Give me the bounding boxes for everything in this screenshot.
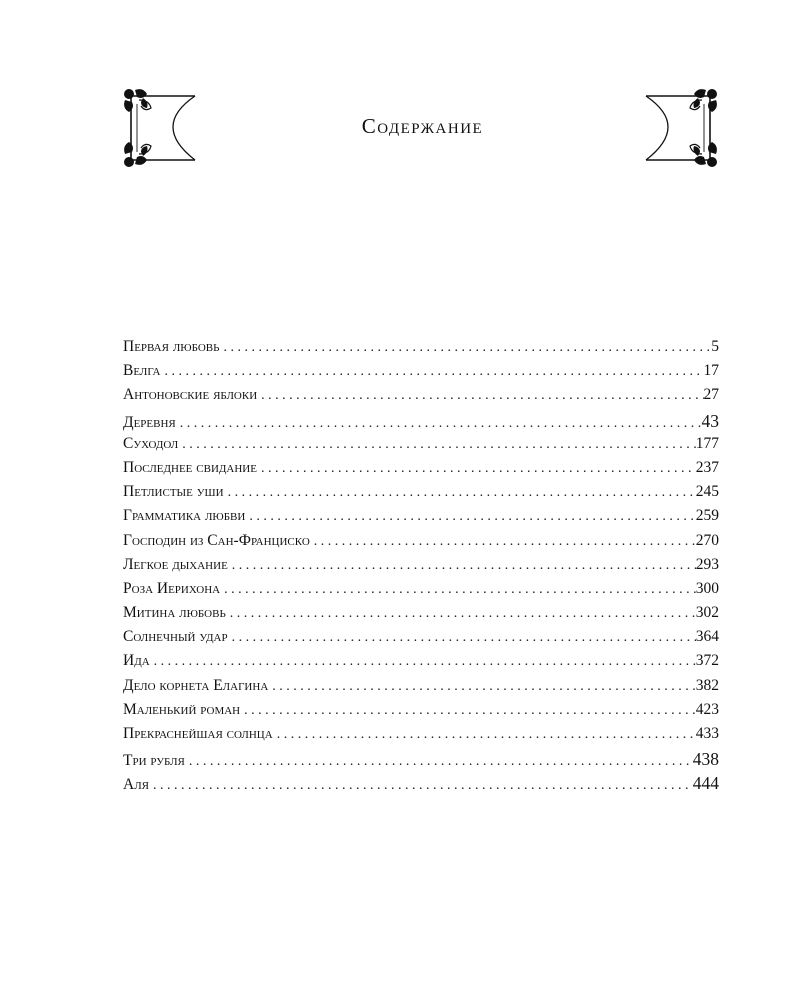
toc-leader-dots [154, 654, 696, 670]
toc-entry[interactable] [123, 677, 719, 701]
toc-entry-page: 43 [701, 410, 719, 431]
toc-entry[interactable] [123, 773, 719, 797]
toc-leader-dots [230, 606, 696, 622]
toc-entry-page: 245 [695, 483, 719, 501]
toc-leader-dots [223, 340, 711, 356]
toc-entry[interactable] [123, 507, 719, 531]
toc-entry-title: Грамматика любви [123, 507, 246, 525]
toc-entry-page: 293 [695, 555, 719, 573]
toc-entry-title: Аля [123, 776, 149, 794]
toc-leader-dots [277, 727, 696, 743]
toc-entry[interactable] [123, 362, 719, 386]
toc-entry[interactable] [123, 435, 719, 459]
toc-entry-page: 5 [711, 338, 719, 355]
toc-entry-page: 302 [695, 604, 719, 622]
toc-entry-page: 444 [692, 773, 719, 794]
toc-entry-page: 438 [692, 749, 719, 770]
toc-entry-page: 433 [695, 725, 719, 742]
toc-entry-page: 382 [695, 676, 719, 694]
toc-entry[interactable] [123, 386, 719, 410]
toc-entry-page: 423 [695, 700, 719, 718]
toc-leader-dots [261, 388, 703, 404]
toc-entry[interactable] [123, 411, 719, 435]
toc-leader-dots [182, 437, 695, 453]
toc-entry-title: Антоновские яблоки [123, 386, 258, 404]
toc-entry-title: Последнее свидание [123, 458, 257, 476]
toc-entry-title: Легкое дыхание [123, 555, 228, 573]
toc-leader-dots [232, 558, 696, 574]
toc-leader-dots [180, 416, 702, 432]
toc-leader-dots [249, 509, 695, 525]
toc-entry-title: Три рубля [123, 752, 185, 770]
toc-entry-title: Деревня [123, 413, 176, 431]
toc-entry-title: Прекраснейшая солнца [123, 725, 273, 742]
page-title: Содержание [361, 114, 484, 138]
toc-entry-page: 372 [695, 652, 719, 670]
toc-entry[interactable] [123, 580, 719, 604]
toc-entry[interactable] [123, 459, 719, 483]
toc-entry-title: Солнечный удар [123, 628, 228, 646]
toc-entry[interactable] [123, 725, 719, 749]
toc-entry-title: Ида [123, 652, 150, 670]
table-of-contents [123, 338, 719, 798]
toc-entry-title: Велга [123, 362, 161, 380]
toc-leader-dots [224, 582, 696, 598]
toc-entry[interactable] [123, 701, 719, 725]
toc-entry-title: Первая любовь [123, 338, 220, 355]
toc-entry-title: Господин из Сан-Франциско [123, 531, 310, 549]
toc-entry[interactable] [123, 338, 719, 362]
toc-entry-title: Маленький роман [123, 700, 241, 718]
toc-entry[interactable] [123, 749, 719, 773]
toc-entry[interactable] [123, 652, 719, 676]
toc-entry[interactable] [123, 556, 719, 580]
toc-entry-title: Роза Иерихона [123, 579, 221, 597]
toc-entry[interactable] [123, 628, 719, 652]
toc-leader-dots [272, 679, 695, 695]
toc-entry-title: Петлистые уши [123, 483, 224, 501]
toc-leader-dots [164, 364, 703, 380]
toc-entry-page: 259 [695, 507, 719, 525]
toc-entry-title: Суходол [123, 434, 179, 452]
toc-entry-page: 27 [703, 386, 719, 404]
toc-entry-page: 364 [695, 628, 719, 646]
toc-leader-dots [228, 485, 696, 501]
toc-entry-page: 177 [695, 434, 719, 452]
toc-leader-dots [314, 534, 696, 550]
toc-entry-page: 300 [695, 579, 719, 597]
toc-entry-title: Дело корнета Елагина [123, 676, 269, 694]
toc-entry-page: 17 [703, 362, 719, 380]
toc-entry[interactable] [123, 604, 719, 628]
toc-entry-title: Митина любовь [123, 604, 226, 622]
toc-leader-dots [189, 754, 693, 770]
toc-entry-page: 270 [695, 531, 719, 549]
toc-leader-dots [153, 778, 693, 794]
toc-entry-page: 237 [695, 458, 719, 476]
toc-leader-dots [261, 461, 696, 477]
toc-leader-dots [244, 703, 696, 719]
toc-leader-dots [232, 630, 696, 646]
toc-entry[interactable] [123, 532, 719, 556]
toc-entry[interactable] [123, 483, 719, 507]
